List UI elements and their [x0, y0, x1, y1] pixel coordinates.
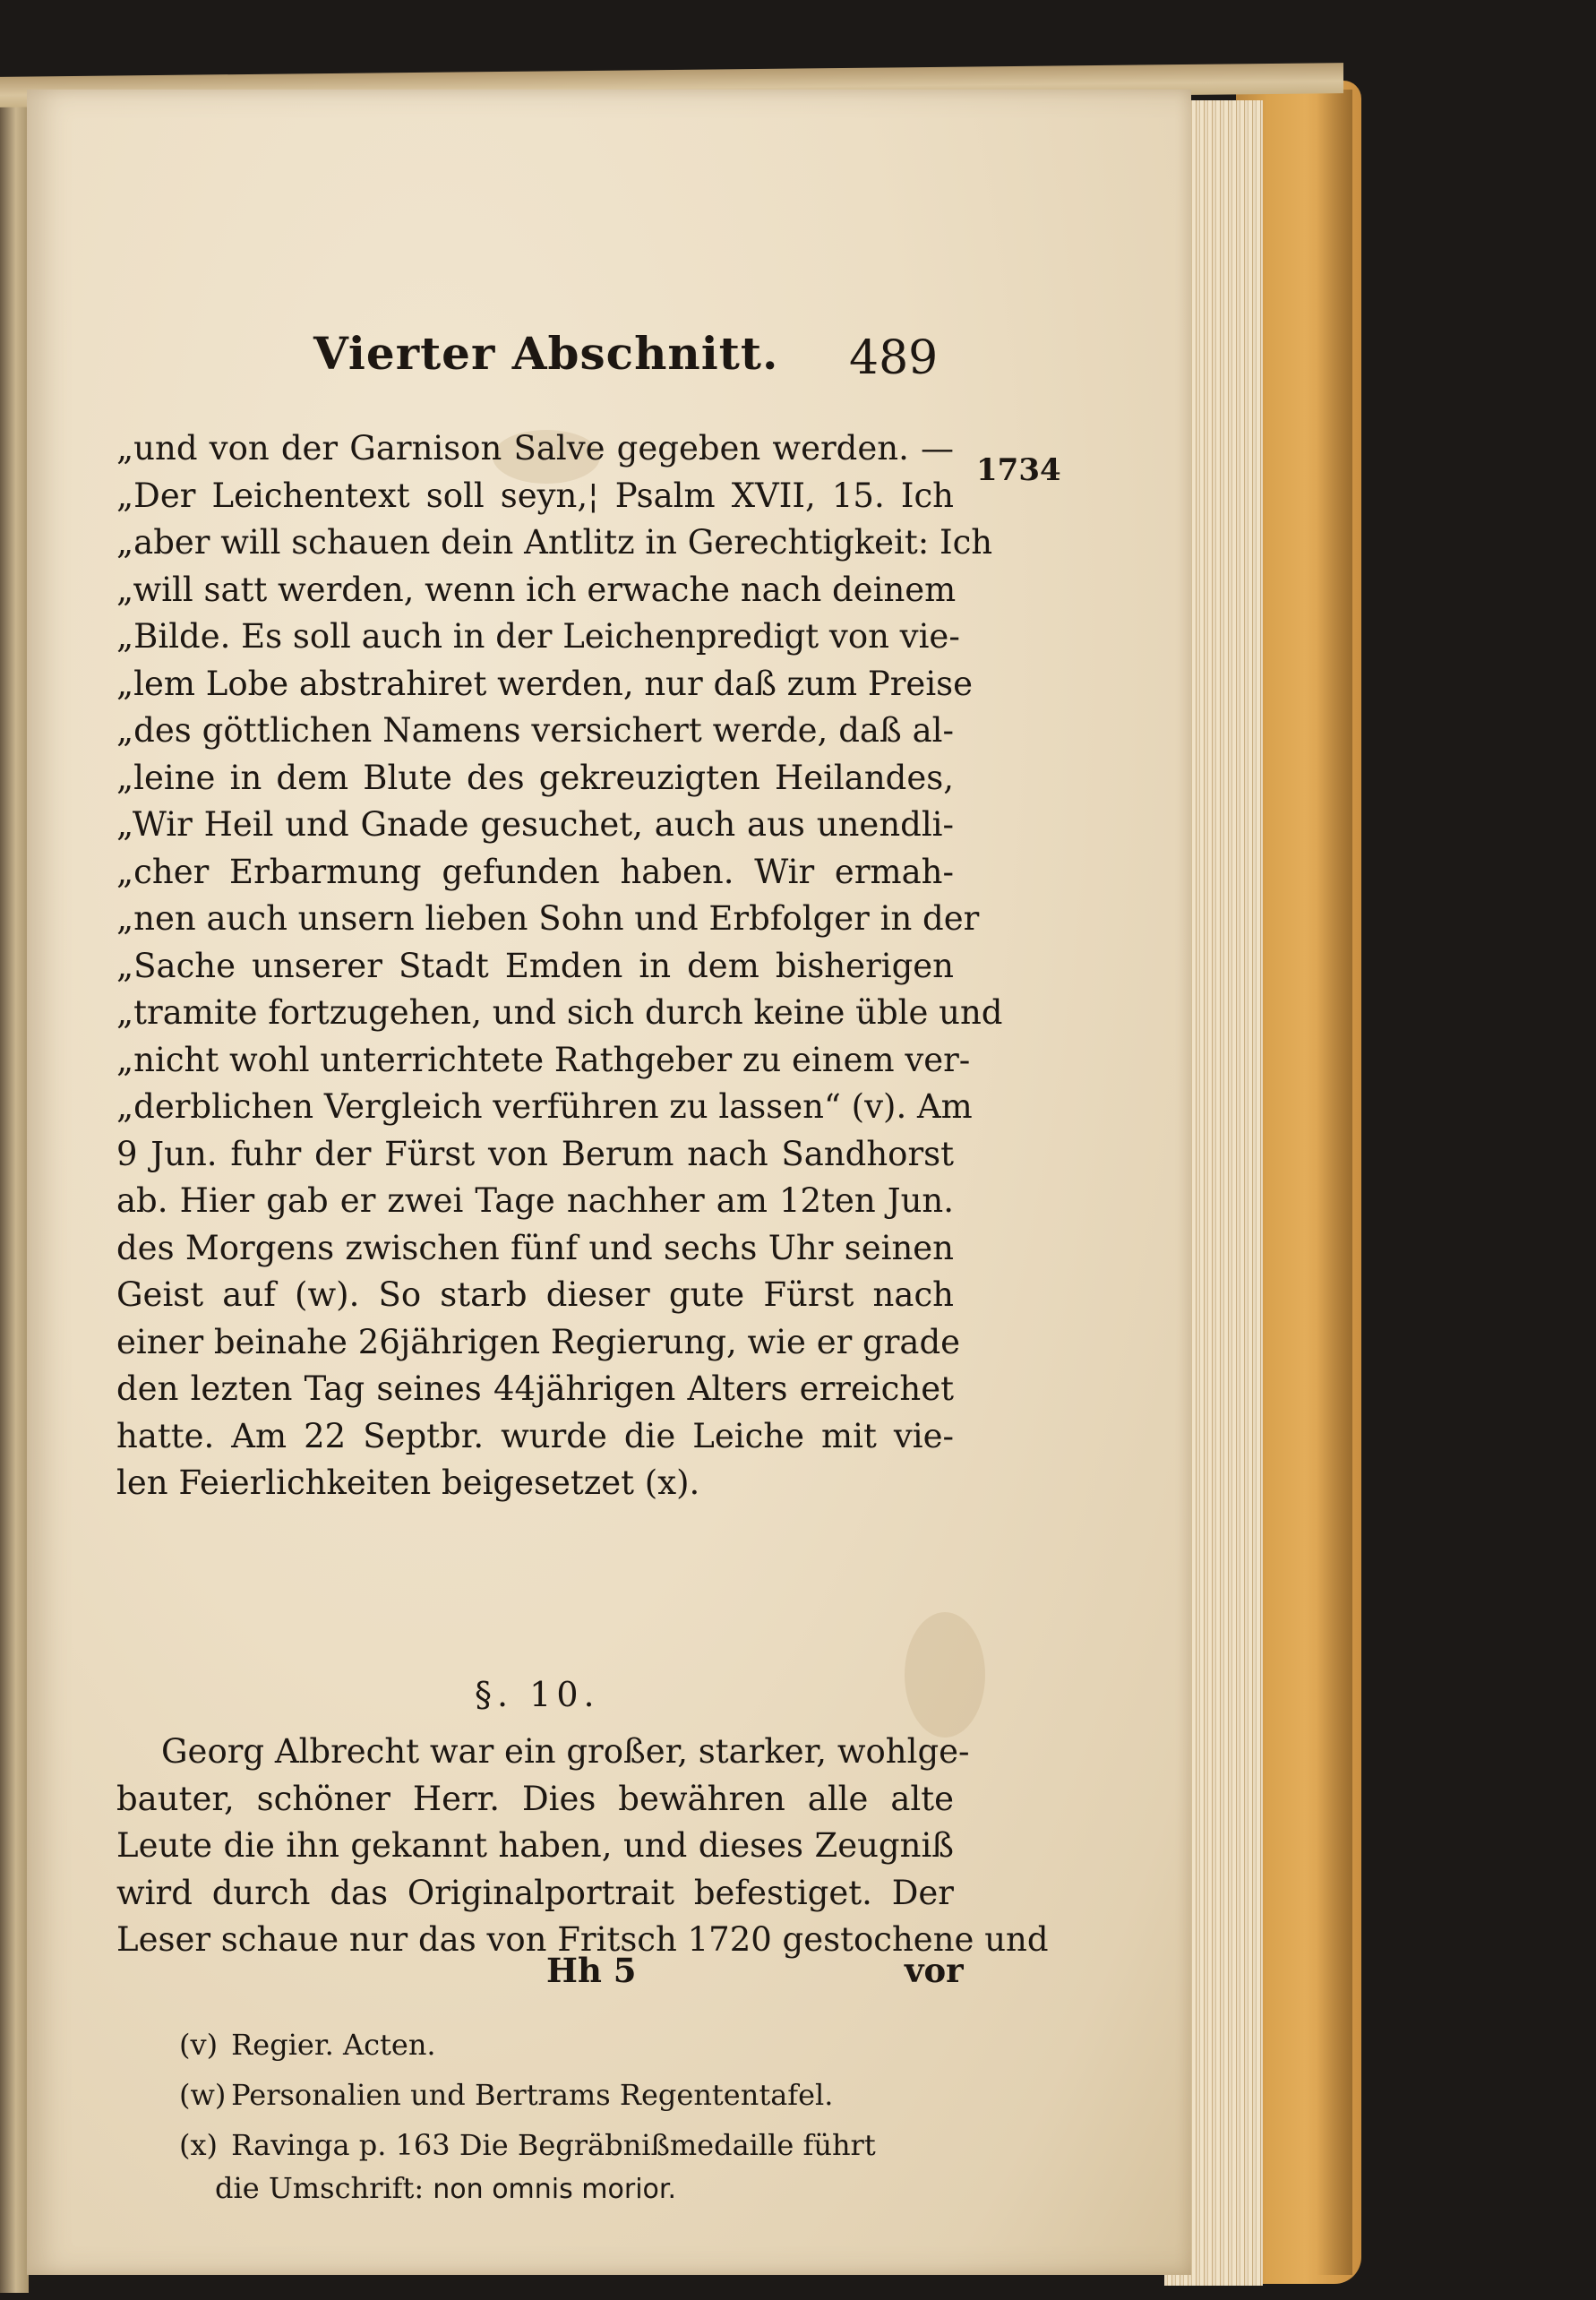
cover-shadow [1317, 90, 1352, 2275]
text-line: wird durch das Originalportrait befestiget. Der [116, 1873, 954, 1912]
footnote-mark: (w) [179, 2078, 227, 2112]
latin-motto: non omnis morior. [433, 2174, 677, 2205]
footnote-text: Personalien und Bertrams Regententafel. [231, 2078, 834, 2112]
book-page [27, 90, 1191, 2275]
text-line: einer beinahe 26jährigen Regierung, wie er grade [116, 1322, 961, 1361]
text-line: „lem Lobe abstrahiret werden, nur daß zum Preise [116, 664, 974, 703]
text-line: „aber will schauen dein Antlitz in Gerechtigkeit: Ich [116, 523, 993, 562]
text-line: 9 Jun. fuhr der Fürst von Berum nach Sandhorst [116, 1134, 954, 1173]
text-line: „nen auch unsern lieben Sohn und Erbfolger in der [116, 899, 980, 938]
footnote-x [179, 2120, 1039, 2170]
footnotes [179, 2020, 1039, 2208]
paragraph-1 [116, 425, 1030, 1507]
text-line: bauter, schöner Herr. Dies bewähren alle alte [116, 1779, 954, 1818]
text-line: len Feierlichkeiten beigesetzet (x). [116, 1463, 700, 1502]
text-line: „und von der Garnison Salve gegeben werden. — [116, 429, 954, 468]
footnote-w [179, 2070, 1039, 2120]
footnote-text: Ravinga p. 163 Die Begräbnißmedaille führt [231, 2128, 876, 2162]
catchword: vor [905, 1951, 964, 1990]
footnote-x-continuation [179, 2170, 1039, 2208]
footnote-mark: (v) [179, 2028, 219, 2062]
text-line: „Der Leichentext soll seyn,¦ Psalm XVII, 15. Ich [116, 476, 954, 515]
text-line: „leine in dem Blute des gekreuzigten Heilandes, [116, 758, 954, 797]
text-line: „nicht wohl unterrichtete Rathgeber zu einem ver- [116, 1040, 971, 1079]
margin-year: 1734 [976, 452, 1061, 488]
text-line: „cher Erbarmung gefunden haben. Wir ermah- [116, 852, 954, 891]
footnote-text: die Umschrift: [215, 2171, 433, 2205]
footnote-v [179, 2020, 1039, 2070]
text-line: den lezten Tag seines 44jährigen Alters erreichet [116, 1369, 954, 1408]
text-line: „Sache unserer Stadt Emden in dem bisherigen [116, 946, 954, 985]
page-content [116, 242, 1061, 2205]
paper-stain [905, 1612, 985, 1738]
previous-page-edge [0, 81, 29, 2293]
text-line: ab. Hier gab er zwei Tage nachher am 12ten Jun. [116, 1181, 954, 1220]
text-line: „tramite fortzugehen, und sich durch keine üble und [116, 993, 1003, 1032]
text-line: Georg Albrecht war ein großer, starker, wohlge- [161, 1732, 970, 1771]
text-line: hatte. Am 22 Septbr. wurde die Leiche mit vie- [116, 1416, 954, 1455]
text-line: Leser schaue nur das von Fritsch 1720 gestochene und [116, 1920, 1049, 1959]
section-heading: §. 10. [475, 1675, 600, 1714]
footnote-text: Regier. Acten. [231, 2028, 436, 2062]
text-line: Geist auf (w). So starb dieser gute Fürst nach [116, 1275, 954, 1314]
footnote-mark: (x) [179, 2128, 219, 2162]
text-line: „will satt werden, wenn ich erwache nach deinem [116, 570, 957, 609]
text-line: „Bilde. Es soll auch in der Leichenpredigt von vie- [116, 617, 960, 656]
text-line: Leute die ihn gekannt haben, und dieses Zeugniß [116, 1826, 954, 1865]
text-line: „des göttlichen Namens versichert werde, daß al- [116, 711, 954, 750]
text-line: „derblichen Vergleich verführen zu lassen“ (v). Am [116, 1087, 973, 1126]
page-header [116, 242, 1012, 385]
signature-mark: Hh 5 [546, 1951, 637, 1990]
running-head: Vierter Abschnitt. [313, 327, 779, 380]
page-number: 489 [849, 331, 939, 385]
paragraph-2 [116, 1729, 1049, 1964]
text-line: „Wir Heil und Gnade gesuchet, auch aus unendli- [116, 805, 954, 844]
text-line: des Morgens zwischen fünf und sechs Uhr seinen [116, 1228, 954, 1267]
